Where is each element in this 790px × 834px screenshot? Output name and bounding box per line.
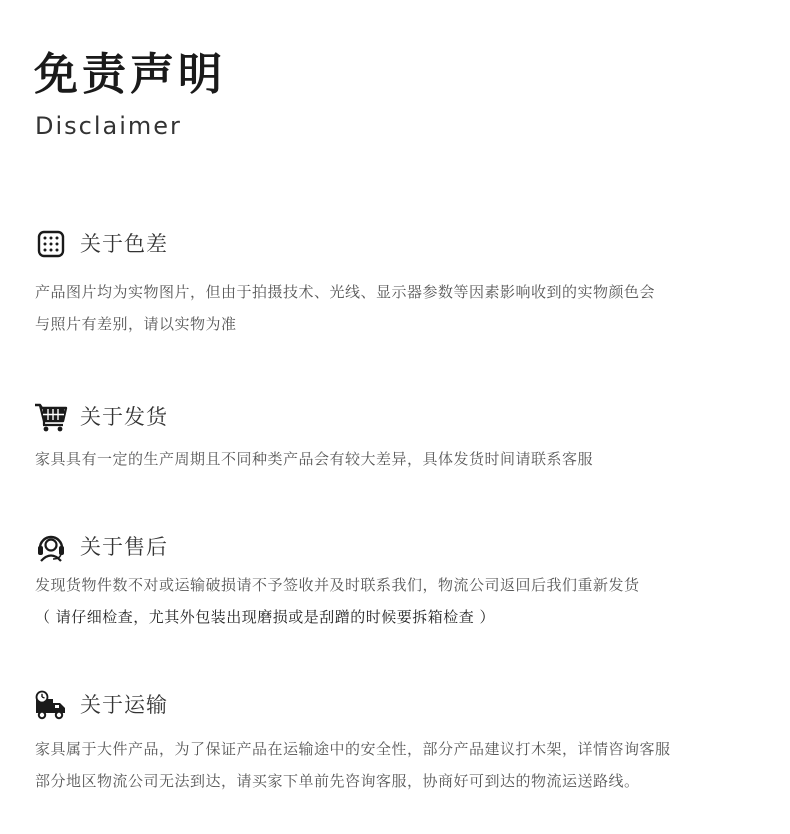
body-line: 与照片有差别，请以实物为准 [35,315,237,333]
section-header-shipping [34,400,168,434]
customer-service-icon [34,530,68,564]
body-line: 家具属于大件产品，为了保证产品在运输途中的安全性，部分产品建议打木架，详情咨询客服 [35,740,671,758]
body-line: 部分地区物流公司无法到达，请买家下单前先咨询客服，协商好可到达的物流运送路线。 [35,772,640,790]
section-body-color [35,276,765,340]
section-title: 关于色差 [80,232,168,256]
section-title: 关于运输 [80,693,168,717]
section-body-transport [35,733,765,797]
body-line: 发现货物件数不对或运输破损请不予签收并及时联系我们，物流公司返回后我们重新发货 [35,576,640,594]
section-header-color [34,227,168,261]
section-header-aftersales [34,530,168,564]
section-header-transport [34,688,168,722]
section-title: 关于售后 [80,535,168,559]
color-swatch-icon [34,227,68,261]
section-body-shipping [35,443,765,475]
body-line: 产品图片均为实物图片，但由于拍摄技术、光线、显示器参数等因素影响收到的实物颜色会 [35,283,656,301]
shopping-cart-icon [34,400,68,434]
page-subtitle: Disclaimer [35,112,182,140]
body-line: 家具具有一定的生产周期且不同种类产品会有较大差异，具体发货时间请联系客服 [35,450,594,468]
body-line-note: （ 请仔细检查，尤其外包装出现磨损或是刮蹭的时候要拆箱检查 ） [35,608,496,626]
section-body-aftersales [35,569,765,633]
section-title: 关于发货 [80,405,168,429]
delivery-truck-icon [34,688,68,722]
page-title: 免责声明 [34,49,226,100]
